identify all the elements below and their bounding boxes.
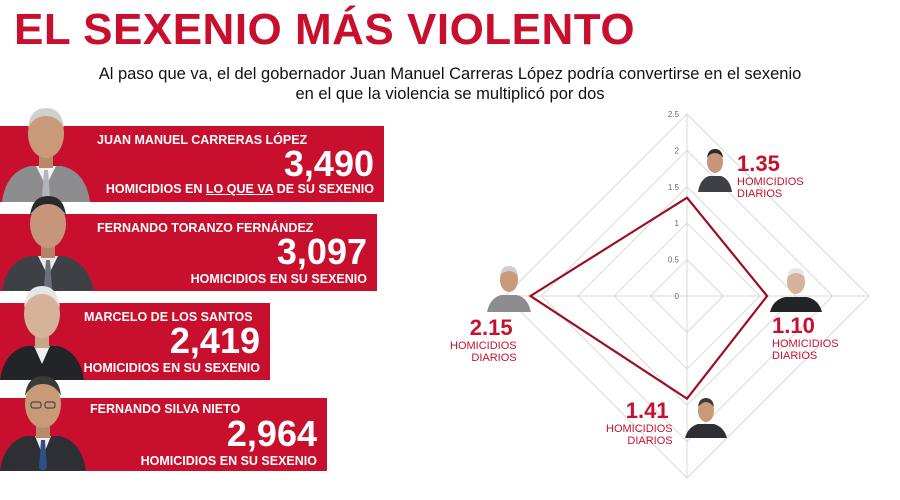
radar-portrait-carreras-icon	[487, 262, 531, 312]
homicide-caption: HOMICIDIOS EN SU SEXENIO	[140, 454, 317, 468]
subtitle-line-2: en el que la violencia se multiplicó por dos	[295, 85, 605, 103]
homicide-caption: HOMICIDIOS EN SU SEXENIO	[83, 361, 260, 375]
radar-tick-label: 1	[674, 219, 679, 229]
radar-data-polygon	[530, 198, 767, 399]
daily-rate-unit: DIARIOS	[772, 350, 818, 362]
radar-tick-label: 1.5	[667, 182, 679, 192]
homicide-count: 2,419	[169, 320, 260, 361]
daily-rate-unit: HOMICIDIOS	[772, 338, 839, 350]
governor-name: FERNANDO SILVA NIETO	[90, 402, 241, 416]
daily-rate-unit: HOMICIDIOS	[450, 340, 517, 352]
radar-label-silva-nieto	[606, 399, 673, 447]
daily-rate-value: 2.15	[469, 315, 513, 340]
subtitle-line-1: Al paso que va, el del gobernador Juan Manuel Carreras López podría convertirse en el sexenio	[98, 65, 802, 83]
radar-label-toranzo	[450, 316, 517, 364]
daily-rate-unit: HOMICIDIOS	[737, 176, 804, 188]
radar-portrait-toranzo-icon	[698, 146, 732, 192]
daily-rate-unit: HOMICIDIOS	[606, 423, 673, 435]
daily-rate-value: 1.41	[625, 398, 669, 423]
radar-portrait-silva-nieto-icon	[685, 396, 727, 438]
homicide-caption: HOMICIDIOS EN SU SEXENIO	[190, 272, 367, 286]
homicide-count: 3,097	[276, 231, 367, 272]
daily-rate-unit: DIARIOS	[627, 435, 673, 447]
homicide-caption: HOMICIDIOS EN LO QUE VA DE SU SEXENIO	[105, 182, 374, 196]
radar-tick-label: 2.5	[667, 110, 679, 119]
daily-rate-value: 1.35	[737, 151, 780, 176]
radar-tick-label: 2	[674, 146, 679, 156]
daily-rate-value: 1.10	[772, 313, 815, 338]
radar-label-de-los-santos	[772, 314, 839, 362]
governor-name: MARCELO DE LOS SANTOS	[84, 310, 253, 324]
radar-portrait-de-los-santos-icon	[770, 266, 822, 312]
page-title: EL SEXENIO MÁS VIOLENTO	[14, 5, 636, 54]
daily-rate-unit: DIARIOS	[471, 352, 517, 364]
governor-name: FERNANDO TORANZO FERNÁNDEZ	[97, 221, 314, 235]
radar-tick-label: 0.5	[667, 255, 679, 265]
daily-rate-unit: DIARIOS	[737, 188, 783, 200]
homicide-count: 3,490	[283, 143, 374, 184]
radar-tick-label: 0	[674, 292, 679, 301]
radar-label-carreras	[737, 152, 804, 200]
homicide-count: 2,964	[226, 413, 317, 454]
governor-name: JUAN MANUEL CARRERAS LÓPEZ	[97, 133, 308, 147]
